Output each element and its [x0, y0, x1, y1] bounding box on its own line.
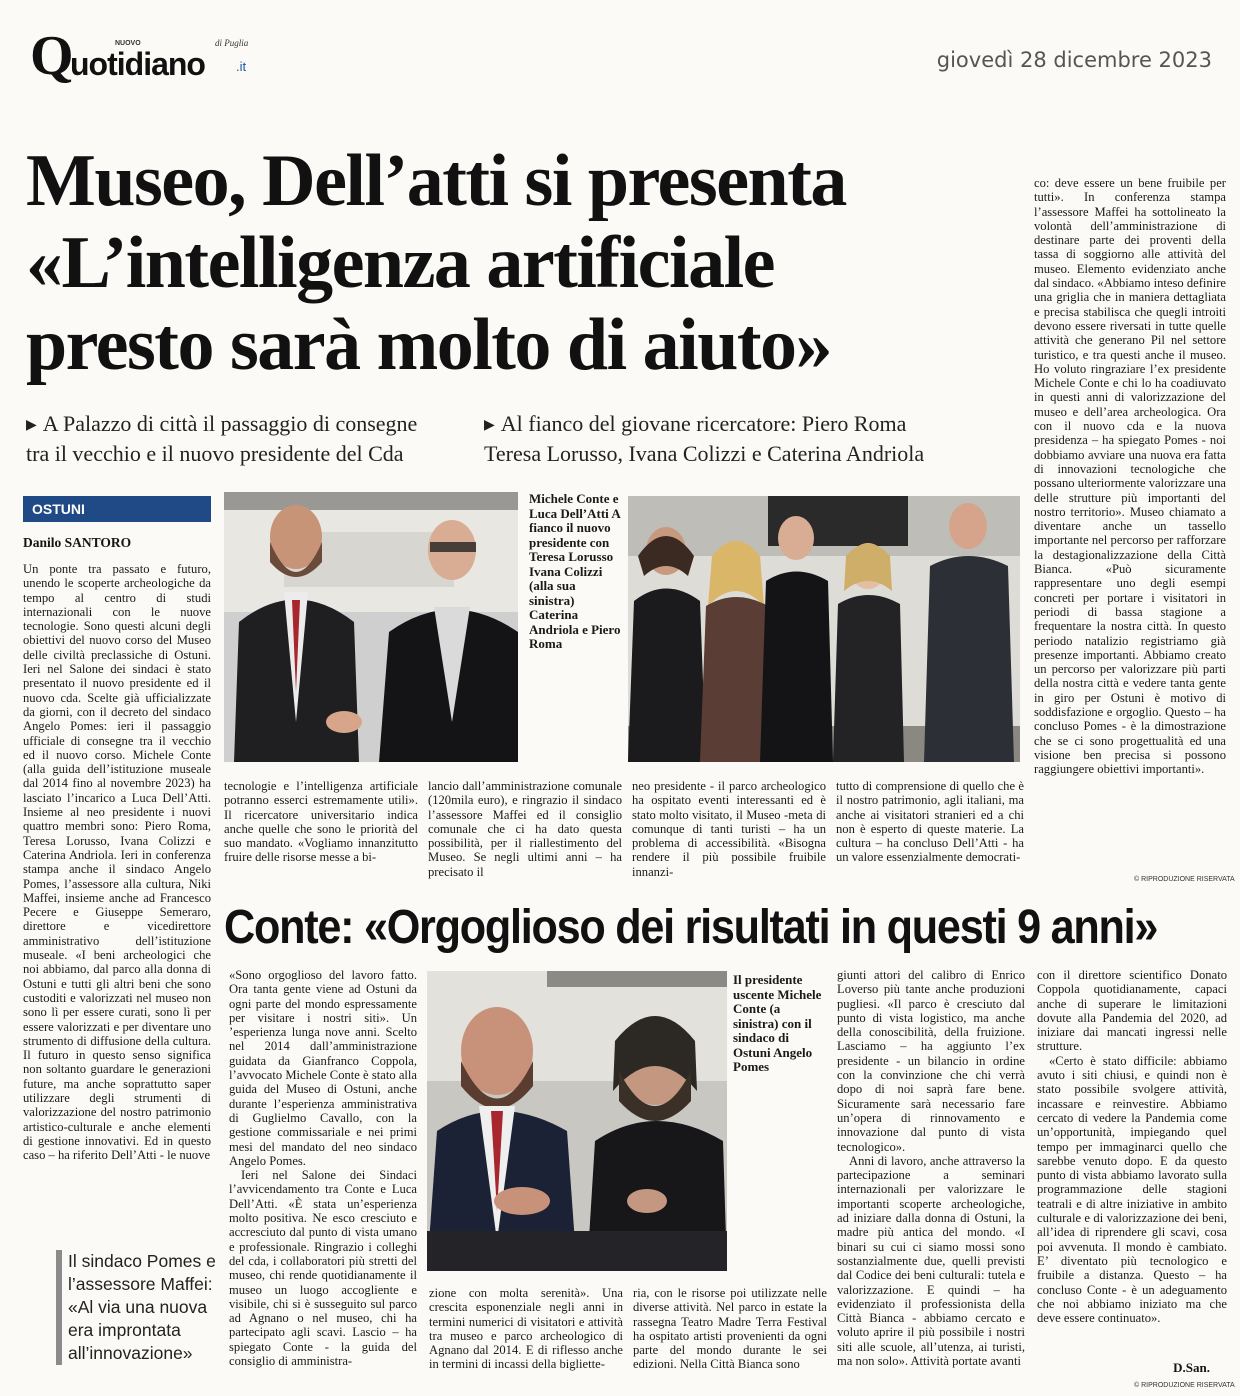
copyright-notice-2: © RIPRODUZIONE RISERVATA: [1134, 1382, 1235, 1389]
paragraph: Anni di lavoro, anche attraverso la partecipazione a seminari internazionali per valorizzare le importanti scoperte archeologiche, ad iniziare dalla donna di Ostuni, la madre più antica del mondo. «I binari su cui ci siamo mossi sono sostanzialmente due, quelli previsti dal Codice dei beni culturali: tutela e valorizzazione. E quindi – ha evidenziato il professionista della Città Bianca - abbiamo cercato e voluto aprire il più possibile i nostri siti alle scuole, all’utenza, ai turisti, ma non solo». Attività portate avanti: [837, 1153, 1025, 1369]
headline-line-2: «L’intelligenza artificiale: [26, 222, 774, 304]
paragraph: neo presidente - il parco archeologico ha ospitato eventi interessanti ed è stato molto visitato, il Museo -meta di comunque di tanti turisti – ha un problema di accessibilità. «Bisogna rendere il più possibile fruibile innanzi-: [632, 779, 826, 879]
article2-column-2: [429, 1286, 623, 1394]
photo-conte-pomes: [427, 971, 727, 1271]
photo-caption-2: Il presidente uscente Michele Conte (a sinistra) con il sindaco di Ostuni Angelo Pomes: [733, 972, 822, 1074]
paragraph: zione con molta serenità». Una crescita esponenziale negli anni in termini numerici di visitatori e attività tra museo e parco archeologico di Agnano dal 2014. E di riflesso anche in termini di incassi della bigliette-: [429, 1286, 623, 1372]
paragraph: co: deve essere un bene fruibile per tutti». In conferenza stampa l’assessore Maffei ha sottolineato la volontà dell’amministrazione di destinare parte dei proventi della tassa di soggiorno alle attività del museo. Elemento evidenziato anche dal sindaco. «Abbiamo inteso definire una griglia che in maniera dettagliata e precisa stabilisca che quegli introiti devono essere riversati in tutte quelle attività che generano Pil nel settore turistico, e tra questi anche il museo. Ho voluto ringraziare l’ex presidente Michele Conte e chi lo ha coadiuvato in questi anni di valorizzazione del museo e dell’area archeologica. Ora con il nuovo cda e la nuova presidenza – ha spiegato Pomes - noi dobbiamo avviare una nuova era fatta di innovazioni tecnologiche che possano ulteriormente valorizzare una delle strutture più importanti del nostro territorio». Museo chiamato a diventare anche un tassello importante nel percorso per rafforzare la destagionalizzazione della Città Bianca. «Può sicuramente rappresentare uno degli esempi concreti per portare i visitatori in periodi di bassa stagione a frequentare la nostra città. In questo periodo natalizio registriamo già presenze importanti. Abbiamo creato un percorso per valorizzare più parti della nostra città e vedere tanta gente in giro per Ostuni è motivo di soddisfazione e orgoglio. Questo – ha concluso Pomes - è la dimostrazione che se ci sono progettualità ed una visione ben precisa si possono raggiungere obiettivi importanti».: [1034, 176, 1226, 777]
paragraph: «Sono orgoglioso del lavoro fatto. Ora tanta gente viene ad Ostuni da ogni parte del mondo espressamente per visitare i nostri siti». Un ’esperienza lunga nove anni. Scelto nel 2014 dall’amministrazione guidata da Gianfranco Coppola, l’avvocato Michele Conte è stato alla guida del Museo di Ostuni, anche durante l’esperienza amministrativa di Guglielmo Cavallo, con la gestione commissariale e nei primi mesi del mandato del neo sindaco Angelo Pomes.: [229, 968, 417, 1168]
byline: Danilo SANTORO: [23, 535, 132, 550]
photo-caption-1: Michele Conte e Luca Dell’Atti A fianco il nuovo presidente con Teresa Lorusso Ivana Colizzi (alla sua sinistra) Caterina Andriola e Piero Roma: [529, 491, 621, 651]
subheadline-left: [26, 410, 417, 468]
logo-di-puglia: di Puglia: [215, 38, 249, 48]
paragraph: ria, con le risorse poi utilizzate nelle diverse attività. Nel parco in estate la rassegna Teatro Madre Terra Festival ha ospitato artisti provenienti da ogni parte del mondo durante le sei edizioni. Nella Città Bianca sono: [633, 1286, 827, 1372]
logo-q: Q: [30, 25, 74, 87]
paragraph: Ieri nel Salone dei Sindaci l’avvicendamento tra Conte e Luca Dell’Atti. «È stata un’esperienza molto positiva. Ne esco cresciuto e accresciuto dal punto di vista umano e professionale. Ringrazio i colleghi del cda, i collaboratori più stretti del museo, chi rende quotidianamente il museo un luogo accogliente e visibile, chi si è susseguito sul parco ad Agnano o nel museo, chi ha partecipato agli scavi. Lascio – ha spiegato Conte - la guida del consiglio di amministra-: [229, 1168, 417, 1369]
newspaper-logo: [30, 25, 270, 90]
article2-column-4: [837, 968, 1025, 1394]
article2-column-3: [633, 1286, 827, 1394]
article-column-1: [23, 562, 211, 1222]
paragraph: tecnologie e l’intelligenza artificiale potranno esserci estremamente utili». Il ricercatore universitario indica anche quelle che sono le priorità del suo mandato. «Vogliamo innanzitutto fruire delle risorse messe a bi-: [224, 779, 418, 865]
pull-quote: Il sindaco Pomes e l’assessore Maffei: «Al via una nuova era improntata all’innovazione»: [56, 1250, 228, 1365]
paragraph: Un ponte tra passato e futuro, unendo le scoperte archeologiche da tempo al centro di studi internazionali con le nuove tecnologie. Sono questi alcuni degli obiettivi del nuovo corso del Museo delle civiltà preclassiche di Ostuni. Ieri nel Salone dei sindaci è stato presentato il nuovo presidente ed il nuovo cda. Scelte già ufficializzate da giorni, con il decreto del sindaco Angelo Pomes: ieri il passaggio ufficiale di consegne tra il vecchio ed il nuovo corso. Michele Conte (alla guida dell’istituzione museale dal 2014 fino al novembre 2023) ha lasciato l’incarico a Luca Dell’Atti. Insieme al neo presidente i nuovi quattro membri sono: Piero Roma, Teresa Lorusso, Ivana Colizzi e Caterina Andriola. Ieri in conferenza stampa anche il sindaco Angelo Pomes, l’assessore alla cultura, Niki Maffei, insieme anche ad Francesco Pecere e Giuseppe Semeraro, direttore e vicedirettore amministrativo dell’istituzione museale. «I beni archeologici che noi abbiamo, dal parco alla donna di Ostuni e tutti gli altri beni che sono custoditi e valorizzati nel museo non sono lì per essere curati, sono lì per essere valorizzati e per diventare uno strumento di diffusione della cultura. Il futuro in questo senso significa non soltanto guardare le generazioni future, ma anche soprattutto saper utilizzare degli strumenti di valorizzazione del nostro patrimonio artistico-culturale e anche elementi di gestione innovativi. Ed in questo caso – ha riferito Dell’Atti - le nuove: [23, 562, 211, 1163]
article-column-4: [632, 779, 826, 897]
triangle-bullet-icon: ▶: [484, 418, 495, 433]
triangle-bullet-icon: ▶: [26, 418, 37, 433]
paragraph: lancio dall’amministrazione comunale (120mila euro), e ringrazio il sindaco l’assessore Maffei ed il consiglio comunale che ci ha dato questa possibilità, per il riallestimento del Museo. Se negli ultimi anni – ha precisato il: [428, 779, 622, 879]
second-headline: Conte: «Orgoglioso dei risultati in questi 9 anni»: [224, 901, 1158, 954]
subheadline-left-line-1: A Palazzo di città il passaggio di consegne: [42, 411, 418, 436]
photo-conte-dellatti: [224, 492, 518, 762]
article2-column-1: [229, 968, 417, 1394]
issue-date: giovedì 28 dicembre 2023: [936, 48, 1212, 72]
article-column-5: [836, 779, 1024, 897]
logo-nuovo: NUOVO: [115, 40, 141, 47]
logo-wordmark: uotidiano: [70, 46, 205, 82]
subheadline-right: [484, 410, 924, 468]
logo-domain: .it: [236, 59, 247, 74]
article-column-6: [1034, 176, 1226, 868]
main-headline: [26, 140, 1006, 386]
headline-line-1: Museo, Dell’atti si presenta: [26, 140, 846, 222]
photo-new-board: [628, 496, 1020, 762]
subheadline-right-line-1: Al fianco del giovane ricercatore: Piero Roma: [500, 411, 907, 436]
paragraph: giunti attori del calibro di Enrico Loverso più tante anche produzioni pugliesi. «Il parco è cresciuto dal punto di vista logistico, ma anche della conoscibilità, della fruizione. Lasciamo – ha aggiunto l’ex presidente - un bilancio in ordine con la convinzione che chi verrà dopo di noi saprà fare bene. Sicuramente sarà necessario fare un’opera di rinnovamento e innovazione dal punto di vista tecnologico».: [837, 968, 1025, 1154]
copyright-notice-1: © RIPRODUZIONE RISERVATA: [1134, 876, 1235, 883]
paragraph: con il direttore scientifico Donato Coppola quotidianamente, capaci anche di superare le limitazioni dovute alla Pandemia del 2020, ad iniziare dai mancati ingressi nelle strutture.: [1037, 968, 1227, 1054]
section-tag: OSTUNI: [23, 496, 211, 522]
subheadline-left-line-2: tra il vecchio e il nuovo presidente del Cda: [26, 441, 404, 466]
paragraph: «Certo è stato difficile: abbiamo avuto i siti chiusi, e quindi non è stato possibile svolgere attività, incassare e reinvestire. Abbiamo cercato di vedere la Pandemia come un’opportunità, impiegando quel tempo per immaginarci quello che sarebbe venuto dopo. E da questo punto di vista abbiamo lavorato sulla programmazione delle stagioni teatrali e di altre iniziative in ambito culturale e di valorizzazione dei beni, all’idea di riprendere gli scavi, cosa poi avvenuta. Il mondo è cambiato. E’ diventato più tecnologico e fruibile a distanza. Questo – ha concluso Conte - è un adeguamento che noi abbiamo iniziato ma che deve essere continuato».: [1037, 1053, 1227, 1326]
subheadline-right-line-2: Teresa Lorusso, Ivana Colizzi e Caterina Andriola: [484, 441, 925, 466]
signature: D.San.: [1173, 1360, 1210, 1375]
paragraph: tutto di comprensione di quello che è il nostro patrimonio, agli italiani, ma anche ai visitatori stranieri ed a chi non è esperto di queste materie. La cultura – ha concluso Dell’Atti - ha un valore essenzialmente democrati-: [836, 779, 1024, 865]
headline-line-3: presto sarà molto di aiuto»: [26, 304, 832, 386]
article-column-3: [428, 779, 622, 897]
article2-column-5: [1037, 968, 1227, 1348]
article-column-2: [224, 779, 418, 897]
